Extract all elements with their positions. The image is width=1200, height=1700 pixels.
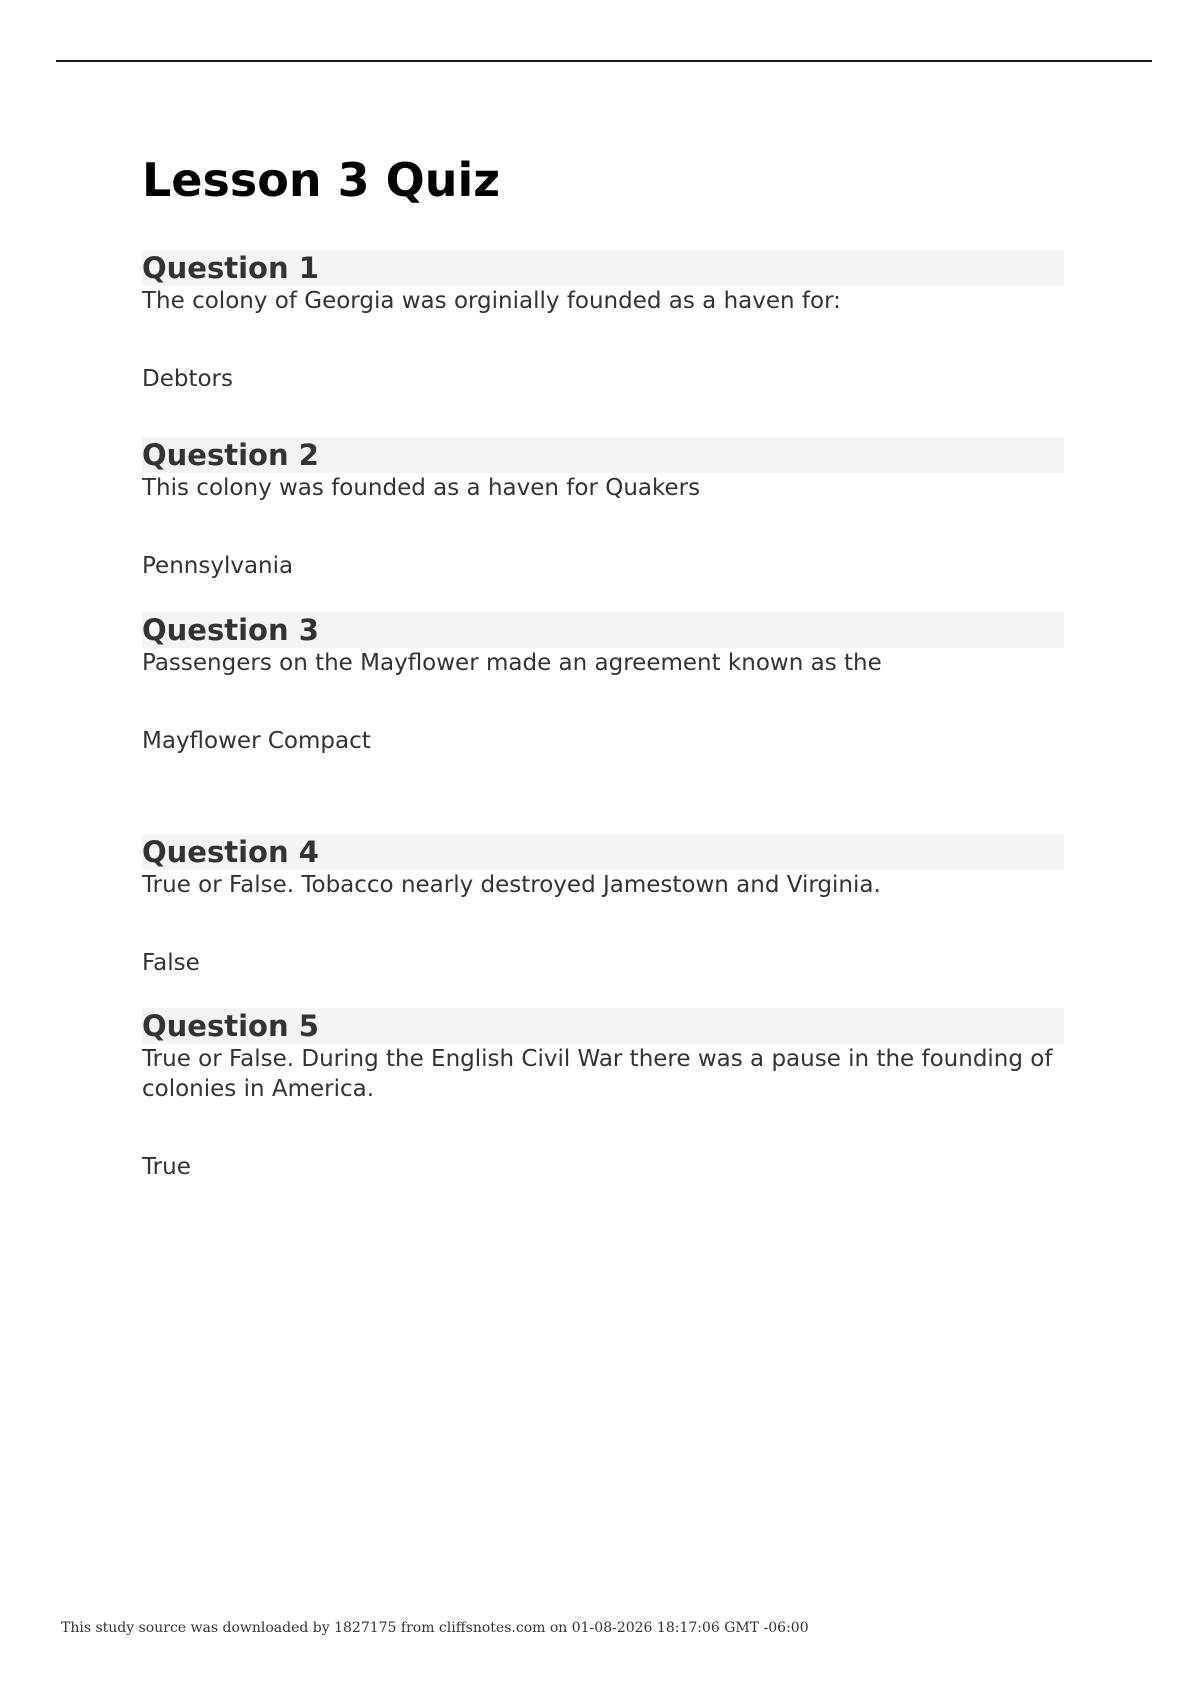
question-text: This colony was founded as a haven for Quakers bbox=[142, 475, 701, 501]
question-block-1 bbox=[142, 250, 1064, 394]
question-text: True or False. During the English Civil War there was a pause in the founding of colonies in America. bbox=[142, 1046, 1053, 1102]
question-answer: True bbox=[142, 1154, 191, 1180]
quiz-content bbox=[142, 150, 1064, 1180]
question-heading: Question 4 bbox=[142, 834, 1064, 870]
question-heading: Question 2 bbox=[142, 437, 1064, 473]
page-title: Lesson 3 Quiz bbox=[142, 153, 501, 207]
top-horizontal-rule bbox=[56, 60, 1152, 62]
question-heading: Question 5 bbox=[142, 1008, 1064, 1044]
question-heading: Question 3 bbox=[142, 612, 1064, 648]
question-text: The colony of Georgia was orginially founded as a haven for: bbox=[142, 288, 841, 314]
question-answer: Debtors bbox=[142, 366, 233, 392]
question-block-4 bbox=[142, 834, 1064, 978]
question-answer: Pennsylvania bbox=[142, 553, 294, 579]
question-block-5 bbox=[142, 1008, 1064, 1182]
question-answer: Mayflower Compact bbox=[142, 728, 371, 754]
download-source-footer: This study source was downloaded by 1827175 from cliffsnotes.com on 01-08-2026 18:17:06 GMT -06:00 bbox=[61, 1620, 809, 1636]
question-text: Passengers on the Mayflower made an agreement known as the bbox=[142, 650, 882, 676]
question-text: True or False. Tobacco nearly destroyed Jamestown and Virginia. bbox=[142, 872, 881, 898]
question-block-3 bbox=[142, 612, 1064, 756]
question-block-2 bbox=[142, 437, 1064, 581]
question-answer: False bbox=[142, 950, 200, 976]
question-heading: Question 1 bbox=[142, 250, 1064, 286]
